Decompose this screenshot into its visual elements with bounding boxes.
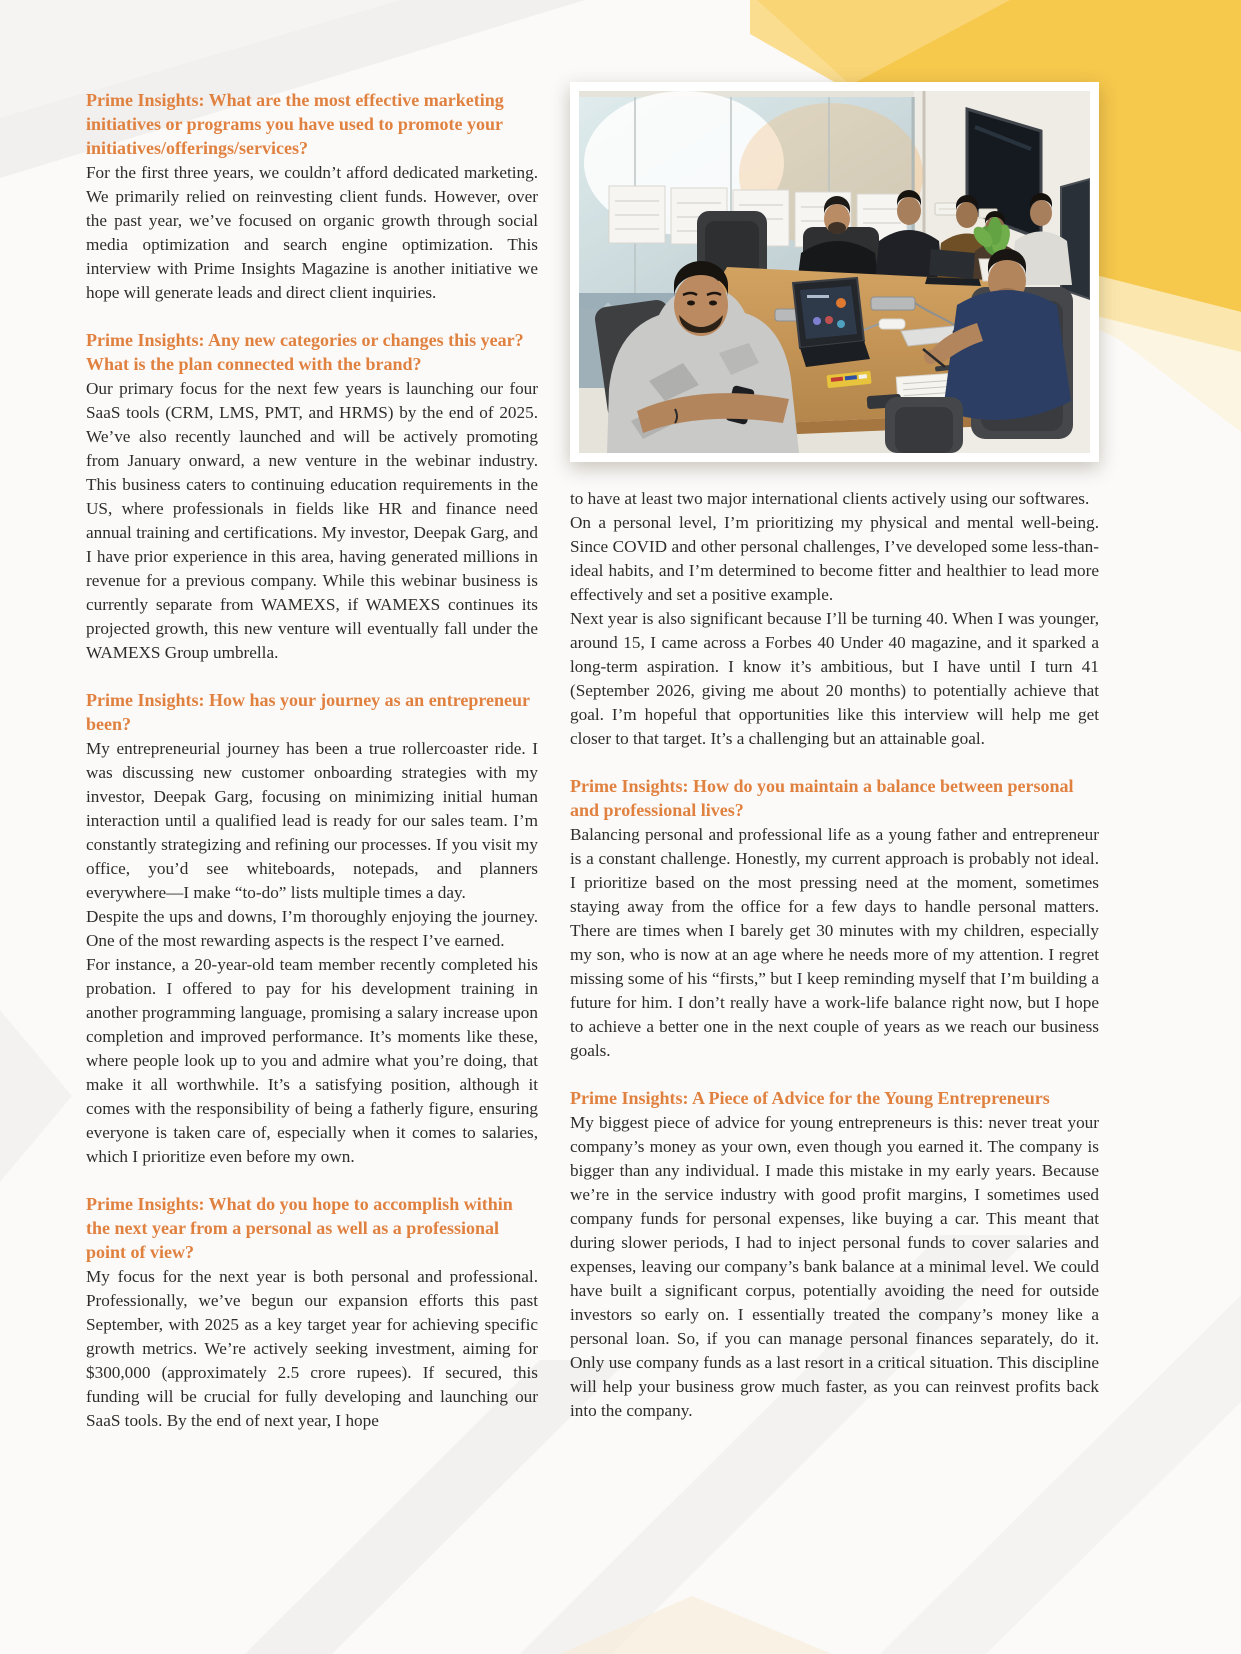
answer-paragraph: Balancing personal and professional life as a young father and entrepreneur is a constant challenge. Honestly, my current approach is probably not ideal. I prioritize based on the most pressing need at the moment, sometimes staying away from the office for a few days to handle personal matters. There are times when I barely get 30 minutes with my children, especially my son, who is now at an age where he needs more of my attention. I regret missing some of his “firsts,” but I keep reminding myself that I’m building a future for him. I don’t really have a work-life balance right now, but I hope to achieve a better one in the next couple of years as we reach our business goals.	[570, 825, 1099, 1060]
article-right-column	[570, 82, 1099, 1446]
answer-paragraph: to have at least two major international clients actively using our softwares.	[570, 489, 1090, 508]
answer-paragraph: Despite the ups and downs, I’m thoroughly enjoying the journey. One of the most rewarding aspects is the respect I’ve earned.	[86, 907, 538, 950]
team-meeting-photo-frame	[570, 82, 1099, 462]
qa-section	[570, 1086, 1099, 1423]
qa-section	[86, 88, 538, 305]
qa-section	[86, 328, 538, 665]
question-heading: Prime Insights: What are the most effective marketing initiatives or programs you have used to promote your initiatives/offerings/services?	[86, 90, 504, 158]
question-heading: Prime Insights: How do you maintain a balance between personal and professional lives?	[570, 776, 1074, 820]
answer-paragraph: For instance, a 20-year-old team member recently completed his probation. I offered to pay for his development training in another programming language, promising a salary increase upon completion and improved performance. It’s moments like these, where people look up to you and admire what you’re doing, that make it all worthwhile. It’s a satisfying position, although it comes with the responsibility of being a fatherly figure, ensuring everyone is taken care of, especially when it comes to salaries, which I prioritize even before my own.	[86, 955, 538, 1166]
article-right-column-text	[570, 487, 1099, 1423]
qa-section	[570, 487, 1099, 751]
qa-section	[570, 774, 1099, 1063]
answer-paragraph: My entrepreneurial journey has been a true rollercoaster ride. I was discussing new customer onboarding strategies with my investor, Deepak Garg, focusing on minimizing initial human interaction until a qualified lead is ready for our sales team. I’m constantly strategizing and refining our processes. If you visit my office, you’d see whiteboards, notepads, and planners everywhere—I make “to-do” lists multiple times a day.	[86, 739, 538, 902]
answer-paragraph: My focus for the next year is both personal and professional. Professionally, we’ve begun our expansion efforts this past September, with 2025 as a key target year for achieving specific growth metrics. We’re actively seeking investment, aiming for $300,000 (approximately 2.5 crore rupees). If secured, this funding will be crucial for fully developing and launching our SaaS tools. By the end of next year, I hope	[86, 1267, 538, 1430]
article-left-column	[86, 88, 538, 1456]
answer-paragraph: Our primary focus for the next few years is launching our four SaaS tools (CRM, LMS, PMT, and HRMS) by the end of 2025. We’ve also recently launched and will be actively promoting from January onward, a new venture in the webinar industry. This business caters to continuing education requirements in the US, where professionals in fields like HR and finance need annual training and certifications. My investor, Deepak Garg, and I have prior experience in this area, having generated millions in revenue for a previous company. While this webinar business is currently separate from WAMEXS, if WAMEXS continues its projected growth, this new venture will eventually fall under the WAMEXS Group umbrella.	[86, 379, 538, 662]
answer-paragraph: My biggest piece of advice for young entrepreneurs is this: never treat your company’s money as your own, even though you earned it. The company is bigger than any individual. I made this mistake in my early years. Because we’re in the service industry with good profit margins, I sometimes used company funds for personal expenses, like buying a car. This meant that during slower periods, I had to inject personal funds to cover salaries and expenses, leaving our company’s bank balance at a minimal level. We could have built a significant corpus, potentially avoiding the need for outside investors so early on. I essentially treated the company’s money like a personal loan. So, if you can manage personal finances separately, do it. Only use company funds as a last resort in a critical situation. This discipline will help your business grow much faster, as you can reinvest profits back into the company.	[570, 1113, 1099, 1420]
question-heading: Prime Insights: Any new categories or changes this year? What is the plan connected with the brand?	[86, 330, 524, 374]
team-meeting-photo	[579, 91, 1090, 453]
qa-section	[86, 688, 538, 1169]
answer-paragraph: On a personal level, I’m prioritizing my physical and mental well-being. Since COVID and other personal challenges, I’ve developed some less-than-ideal habits, and I’m determined to become fitter and healthier to lead more effectively and set a positive example.	[570, 513, 1099, 604]
qa-section	[86, 1192, 538, 1433]
answer-paragraph: For the first three years, we couldn’t afford dedicated marketing. We primarily relied on reinvesting client funds. However, over the past year, we’ve focused on organic growth through social media optimization and search engine optimization. This interview with Prime Insights Magazine is another initiative we hope will generate leads and direct client inquiries.	[86, 163, 538, 302]
question-heading: Prime Insights: How has your journey as an entrepreneur been?	[86, 690, 530, 734]
question-heading: Prime Insights: A Piece of Advice for the Young Entrepreneurs	[570, 1088, 1050, 1108]
question-heading: Prime Insights: What do you hope to accomplish within the next year from a personal as well as a professional point of view?	[86, 1194, 513, 1262]
answer-paragraph: Next year is also significant because I’ll be turning 40. When I was younger, around 15, I came across a Forbes 40 Under 40 magazine, and it sparked a long-term aspiration. I know it’s ambitious, but I have until I turn 41 (September 2026, giving me about 20 months) to potentially achieve that goal. I’m hopeful that opportunities like this interview will help me get closer to that target. It’s a challenging but an attainable goal.	[570, 609, 1099, 748]
